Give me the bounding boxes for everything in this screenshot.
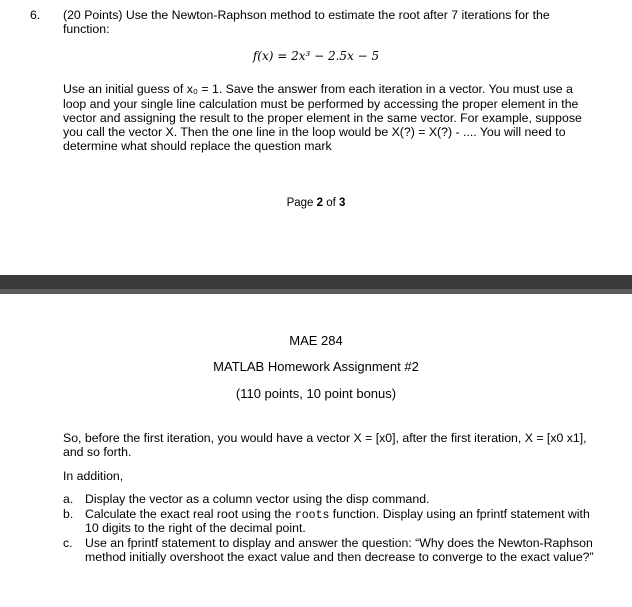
question-number: 6. xyxy=(30,8,41,22)
paragraph-line: vector and assigning the result to the proper element in the same vector. For example, suppose xyxy=(63,111,582,125)
list-item-text: Display the vector as a column vector using the disp command. xyxy=(85,492,430,506)
question-intro-2: function: xyxy=(63,22,110,36)
course-title: MAE 284 xyxy=(289,333,343,348)
equation: f(x) = 2x³ − 2.5x − 5 xyxy=(252,49,380,63)
list-item-text-pre: Calculate the exact real root using the xyxy=(85,507,295,521)
list-item-text: method initially overshoot the exact value and then decrease to converge to the exact value?” xyxy=(85,550,594,564)
question-intro: (20 Points) Use the Newton-Raphson method to estimate the root after 7 iterations for the xyxy=(63,8,550,22)
code-roots: roots xyxy=(294,509,330,522)
paragraph-line: determine what should replace the question mark xyxy=(63,139,332,153)
paragraph-line: Use an initial guess of x₀ = 1. Save the answer from each iteration in a vector. You must use a xyxy=(63,82,573,96)
footer-total-pages: 3 xyxy=(339,197,346,209)
list-marker: a. xyxy=(63,492,74,506)
assignment-title: MATLAB Homework Assignment #2 xyxy=(213,359,419,374)
page-separator xyxy=(0,275,632,294)
paragraph-line: loop and your single line calculation must be performed by accessing the proper element in the xyxy=(63,97,579,111)
page-footer xyxy=(0,197,632,209)
points-info: (110 points, 10 point bonus) xyxy=(235,386,397,401)
list-marker: b. xyxy=(63,507,74,521)
footer-prefix: Page xyxy=(286,197,317,209)
list-item-text-post: function. Display using an fprintf statement with xyxy=(329,507,590,521)
paragraph-line: So, before the first iteration, you would have a vector X = [x0], after the first iteration, X = [x0 x1], xyxy=(63,431,587,445)
list-marker: c. xyxy=(63,536,73,550)
footer-page-number: 2 xyxy=(316,197,324,209)
paragraph-line: you call the vector X. Then the one line in the loop would be X(?) = X(?) - .... You will need to xyxy=(63,125,566,139)
paragraph-line: and so forth. xyxy=(63,445,132,459)
list-item-text: 10 digits to the right of the decimal point. xyxy=(85,521,306,535)
in-addition-text: In addition, xyxy=(63,469,124,483)
list-item-text: Use an fprintf statement to display and answer the question: “Why does the Newton-Raphson xyxy=(85,536,593,550)
footer-of: of xyxy=(323,197,340,209)
